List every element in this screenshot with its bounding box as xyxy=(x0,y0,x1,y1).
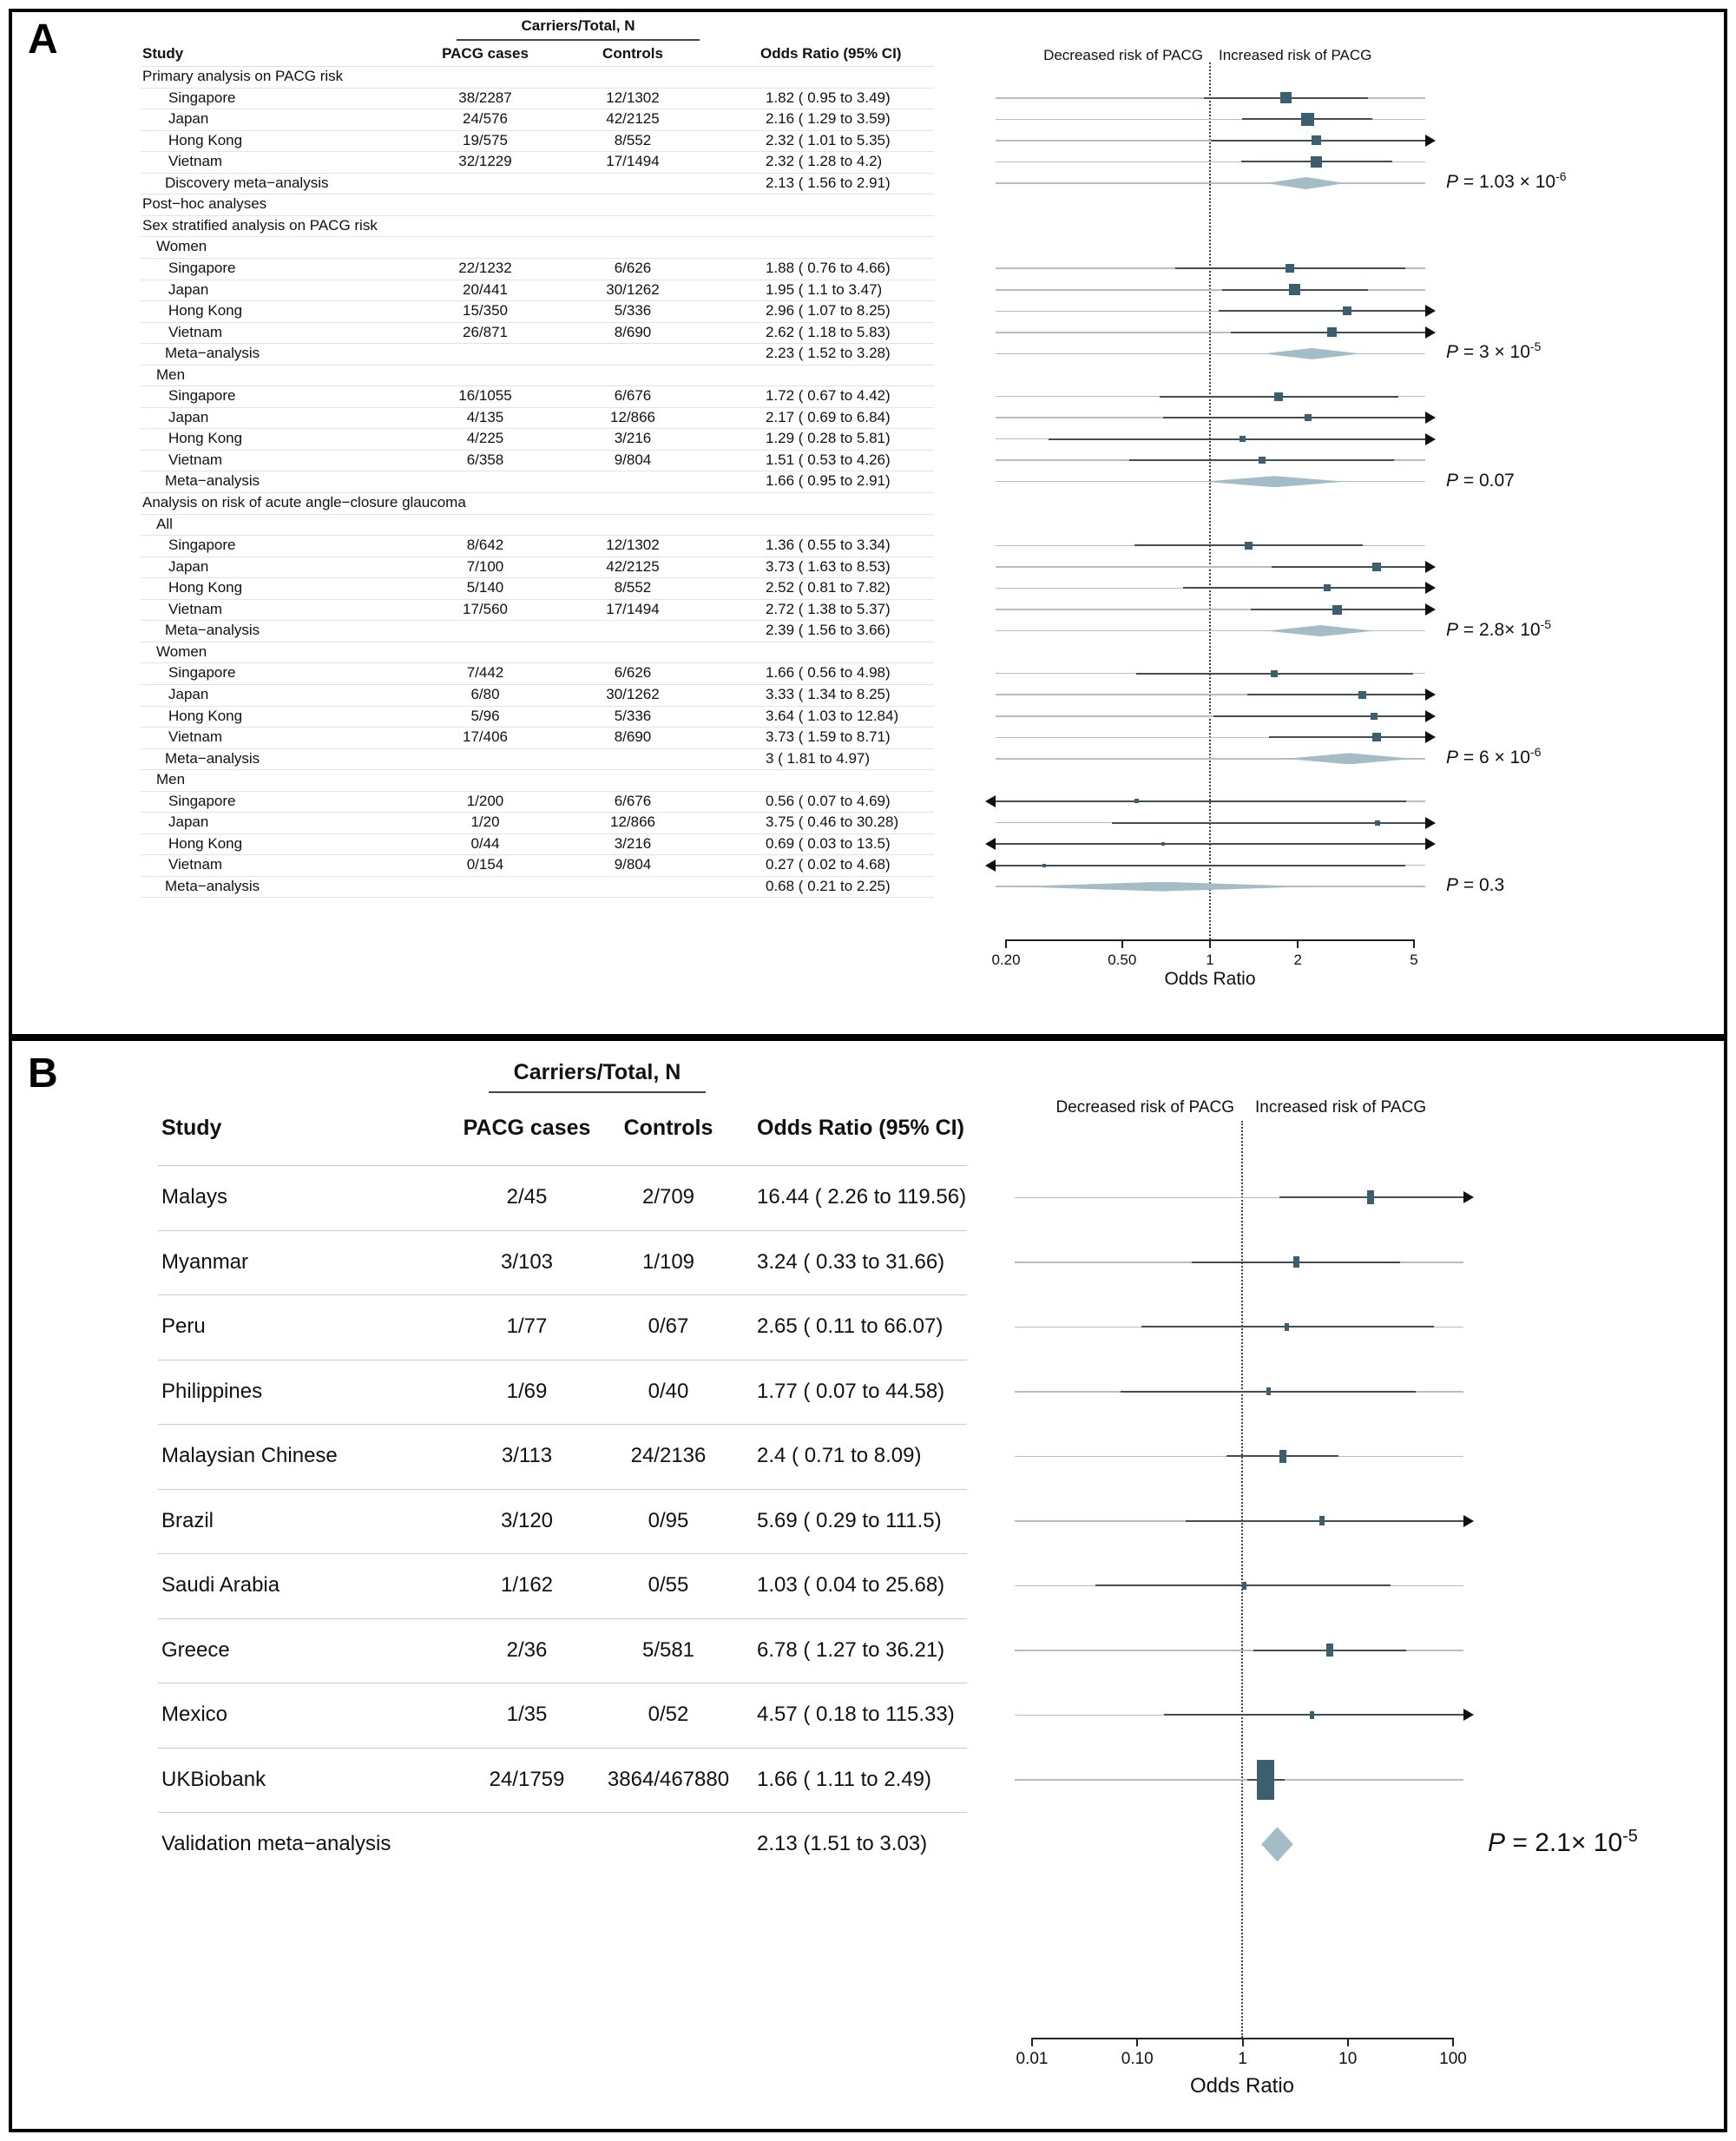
study-label: Japan xyxy=(168,280,209,298)
controls-cell: 0/52 xyxy=(648,1703,689,1726)
controls-cell: 12/866 xyxy=(610,814,655,831)
clip-arrow-left xyxy=(985,795,996,807)
controls-cell: 8/690 xyxy=(614,728,652,746)
odds-ratio-cell: 2.13 (1.51 to 3.03) xyxy=(757,1832,928,1855)
odds-ratio-cell: 0.68 ( 0.21 to 2.25) xyxy=(766,877,891,894)
point-estimate-marker xyxy=(1319,1516,1325,1525)
cases-cell: 15/350 xyxy=(463,302,508,320)
odds-ratio-cell: 3.73 ( 1.59 to 8.71) xyxy=(766,728,891,746)
odds-ratio-cell: 1.03 ( 0.04 to 25.68) xyxy=(757,1573,945,1597)
point-estimate-marker xyxy=(1285,1323,1289,1331)
ci-line xyxy=(1049,438,1425,440)
study-label: Japan xyxy=(168,557,209,575)
odds-ratio-cell: 1.72 ( 0.67 to 4.42) xyxy=(766,387,891,405)
carriers-total-header: Carriers/Total, N xyxy=(513,1060,681,1084)
controls-cell: 12/1302 xyxy=(606,89,660,106)
cases-cell: 3/120 xyxy=(500,1508,554,1532)
study-label: Hong Kong xyxy=(168,707,243,724)
odds-ratio-cell: 1.77 ( 0.07 to 44.58) xyxy=(757,1379,945,1403)
section-label: Primary analysis on PACG risk xyxy=(142,68,344,84)
x-axis-tick xyxy=(1297,939,1299,948)
odds-ratio-cell: 0.69 ( 0.03 to 13.5) xyxy=(766,834,891,852)
section-label: Women xyxy=(156,238,207,255)
study-label: Hong Kong xyxy=(168,430,243,447)
clip-arrow-right xyxy=(1425,817,1436,829)
cases-cell: 24/576 xyxy=(463,110,508,128)
study-label: Singapore xyxy=(168,259,236,276)
point-estimate-marker xyxy=(1240,436,1246,442)
controls-cell: 3/216 xyxy=(614,430,652,447)
meta-diamond xyxy=(1286,753,1413,764)
point-estimate-marker xyxy=(1367,1190,1374,1204)
study-label: Singapore xyxy=(168,387,236,405)
odds-ratio-cell: 4.57 ( 0.18 to 115.33) xyxy=(757,1703,955,1726)
study-label: Japan xyxy=(168,110,209,128)
panel-a-x-axis-title: Odds Ratio xyxy=(1164,969,1256,989)
study-label: Philippines xyxy=(161,1379,263,1403)
col-header-pacg-cases: PACG cases xyxy=(442,45,529,62)
controls-cell: 24/2136 xyxy=(630,1444,707,1467)
point-estimate-marker xyxy=(1326,1644,1333,1657)
controls-cell: 2/709 xyxy=(641,1185,695,1209)
study-label: Validation meta−analysis xyxy=(161,1832,391,1855)
odds-ratio-cell: 3.75 ( 0.46 to 30.28) xyxy=(766,814,899,831)
cases-cell: 17/560 xyxy=(463,600,508,617)
col-header-study: Study xyxy=(142,45,184,62)
cases-cell: 1/69 xyxy=(506,1379,548,1403)
point-estimate-marker xyxy=(1286,264,1294,273)
point-estimate-marker xyxy=(1371,713,1378,720)
odds-ratio-cell: 2.52 ( 0.81 to 7.82) xyxy=(766,579,891,596)
odds-ratio-cell: 2.39 ( 1.56 to 3.66) xyxy=(766,622,891,639)
odds-ratio-cell: 2.4 ( 0.71 to 8.09) xyxy=(757,1444,922,1467)
p-value-label: P = 0.3 xyxy=(1446,875,1505,896)
odds-ratio-cell: 3.24 ( 0.33 to 31.66) xyxy=(757,1249,945,1274)
x-axis-tick xyxy=(1347,2038,1349,2046)
study-label: Mexico xyxy=(161,1703,228,1726)
x-axis-tick xyxy=(1005,939,1007,948)
controls-cell: 0/67 xyxy=(648,1314,689,1338)
x-axis-tick-label: 0.10 xyxy=(1121,2050,1154,2068)
point-estimate-marker xyxy=(1372,563,1381,571)
meta-diamond xyxy=(1261,1827,1293,1861)
study-label: Brazil xyxy=(161,1508,214,1532)
ci-line xyxy=(1269,736,1425,738)
odds-ratio-cell: 0.56 ( 0.07 to 4.69) xyxy=(766,792,891,809)
point-estimate-marker xyxy=(1358,691,1366,699)
controls-cell: 3/216 xyxy=(614,834,652,852)
cases-cell: 7/100 xyxy=(466,557,504,575)
cases-cell: 5/96 xyxy=(470,707,500,724)
panel-b-forest-plot xyxy=(12,1041,1724,2129)
clip-arrow-right xyxy=(1425,688,1436,701)
x-axis-tick-label: 1 xyxy=(1206,952,1214,968)
p-value-label: $P = 1.03 \times 10^{-6}$ xyxy=(1446,169,1567,192)
decreased-risk-label: Decreased risk of PACG xyxy=(1055,1098,1234,1117)
study-label: Vietnam xyxy=(168,600,223,617)
study-label: Japan xyxy=(168,814,209,831)
point-estimate-marker xyxy=(1327,327,1337,337)
study-label: Meta−analysis xyxy=(165,345,260,362)
point-estimate-marker xyxy=(1280,92,1292,103)
odds-ratio-cell: 2.72 ( 1.38 to 5.37) xyxy=(766,600,891,617)
study-label: Meta−analysis xyxy=(165,472,260,490)
odds-ratio-cell: 2.32 ( 1.01 to 5.35) xyxy=(766,131,891,148)
meta-diamond xyxy=(1266,625,1375,636)
col-header-controls: Controls xyxy=(623,1116,713,1140)
study-label: UKBiobank xyxy=(161,1767,266,1791)
point-estimate-marker xyxy=(1311,156,1322,168)
col-header-odds-ratio: Odds Ratio (95% CI) xyxy=(760,45,902,62)
cases-cell: 17/406 xyxy=(463,728,508,746)
point-estimate-marker xyxy=(1301,113,1314,126)
point-estimate-marker xyxy=(1343,306,1351,315)
odds-ratio-cell: 1.95 ( 1.1 to 3.47) xyxy=(766,280,883,298)
point-estimate-marker xyxy=(1161,842,1165,846)
cases-cell: 1/162 xyxy=(500,1573,554,1597)
cases-cell: 20/441 xyxy=(463,280,508,298)
panel-a-label: A xyxy=(28,16,58,63)
section-label: Analysis on risk of acute angle−closure glaucoma xyxy=(142,494,466,511)
clip-arrow-right xyxy=(1425,135,1436,147)
point-estimate-marker xyxy=(1372,733,1381,741)
cases-cell: 26/871 xyxy=(463,323,508,340)
study-label: Meta−analysis xyxy=(165,877,260,894)
clip-arrow-right xyxy=(1425,710,1436,722)
col-header-controls: Controls xyxy=(602,45,663,62)
cases-cell: 3/113 xyxy=(501,1444,553,1467)
point-estimate-marker xyxy=(1271,670,1278,677)
point-estimate-marker xyxy=(1042,864,1046,867)
controls-cell: 6/676 xyxy=(614,387,652,405)
odds-ratio-cell: 2.65 ( 0.11 to 66.07) xyxy=(757,1314,944,1338)
x-axis-tick-label: 5 xyxy=(1410,952,1418,968)
ci-line xyxy=(996,800,1406,802)
panel-a-forest-plot xyxy=(12,12,1724,1034)
odds-ratio-cell: 1.29 ( 0.28 to 5.81) xyxy=(766,430,891,447)
controls-cell: 6/676 xyxy=(614,792,652,809)
cases-cell: 6/358 xyxy=(466,451,504,468)
controls-cell: 17/1494 xyxy=(606,600,660,617)
ci-line xyxy=(1219,310,1425,312)
section-label: Men xyxy=(156,771,186,788)
ci-line xyxy=(1163,417,1425,418)
point-estimate-marker xyxy=(1375,820,1380,826)
x-axis-tick-label: 100 xyxy=(1439,2050,1467,2068)
cases-cell: 4/135 xyxy=(466,408,504,425)
controls-cell: 8/690 xyxy=(614,323,652,340)
study-label: Meta−analysis xyxy=(165,749,260,767)
clip-arrow-left xyxy=(985,838,996,850)
cases-cell: 7/442 xyxy=(466,664,504,682)
p-value-label: P = 0.07 xyxy=(1446,470,1515,491)
controls-cell: 30/1262 xyxy=(606,685,660,702)
odds-ratio-cell: 0.27 ( 0.02 to 4.68) xyxy=(766,856,891,873)
cases-cell: 1/20 xyxy=(470,814,500,831)
point-estimate-marker xyxy=(1332,605,1342,615)
controls-cell: 6/626 xyxy=(614,259,652,276)
odds-ratio-cell: 1.66 ( 0.56 to 4.98) xyxy=(766,664,891,682)
section-label: Men xyxy=(156,366,186,383)
cases-cell: 2/36 xyxy=(506,1637,548,1662)
clip-arrow-right xyxy=(1463,1515,1474,1527)
cases-cell: 3/103 xyxy=(500,1249,554,1274)
controls-cell: 0/40 xyxy=(648,1379,689,1403)
x-axis-tick xyxy=(1242,2038,1244,2046)
odds-ratio-cell: 1.82 ( 0.95 to 3.49) xyxy=(766,89,891,106)
clip-arrow-right xyxy=(1425,561,1436,573)
odds-ratio-cell: 6.78 ( 1.27 to 36.21) xyxy=(757,1637,945,1662)
panel-b-label: B xyxy=(28,1051,58,1097)
study-label: Meta−analysis xyxy=(165,622,260,639)
x-axis-tick-label: 1 xyxy=(1238,2050,1247,2068)
cases-cell: 1/35 xyxy=(506,1703,548,1726)
cases-cell: 0/154 xyxy=(466,856,504,873)
point-estimate-marker xyxy=(1266,1387,1271,1395)
point-estimate-marker xyxy=(1259,457,1266,464)
study-label: Vietnam xyxy=(168,323,223,340)
x-axis-tick-label: 0.50 xyxy=(1108,952,1137,968)
odds-ratio-cell: 2.62 ( 1.18 to 5.83) xyxy=(766,323,891,340)
ci-line xyxy=(996,865,1405,866)
controls-cell: 9/804 xyxy=(614,451,652,468)
row-baseline xyxy=(996,182,1425,184)
row-baseline xyxy=(996,353,1425,355)
cases-cell: 1/77 xyxy=(506,1314,548,1338)
section-label: All xyxy=(156,515,173,532)
study-label: Singapore xyxy=(168,792,236,809)
odds-ratio-cell: 1.66 ( 0.95 to 2.91) xyxy=(766,472,891,490)
clip-arrow-left xyxy=(985,860,996,872)
odds-ratio-cell: 2.16 ( 1.29 to 3.59) xyxy=(766,110,891,128)
ci-line xyxy=(1213,715,1425,717)
controls-cell: 0/95 xyxy=(648,1508,689,1532)
controls-cell: 1/109 xyxy=(641,1249,695,1274)
point-estimate-marker xyxy=(1312,135,1321,145)
controls-cell: 42/2125 xyxy=(606,557,660,575)
increased-risk-label: Increased risk of PACG xyxy=(1255,1098,1427,1117)
controls-cell: 0/55 xyxy=(648,1573,689,1597)
x-axis-tick xyxy=(1209,939,1211,948)
controls-cell: 12/1302 xyxy=(606,537,660,554)
study-label: Malays xyxy=(161,1185,228,1209)
cases-cell: 19/575 xyxy=(463,131,508,148)
study-label: Vietnam xyxy=(168,856,223,873)
clip-arrow-right xyxy=(1425,731,1436,743)
odds-ratio-cell: 16.44 ( 2.26 to 119.56) xyxy=(757,1185,967,1209)
odds-ratio-cell: 1.88 ( 0.76 to 4.66) xyxy=(766,259,891,276)
col-header-pacg-cases: PACG cases xyxy=(463,1116,591,1140)
study-label: Saudi Arabia xyxy=(161,1573,280,1597)
ci-line xyxy=(1183,587,1425,589)
study-label: Vietnam xyxy=(168,451,223,468)
clip-arrow-right xyxy=(1425,305,1436,317)
x-axis-tick-label: 0.01 xyxy=(1016,2050,1049,2068)
controls-cell: 30/1262 xyxy=(606,280,660,298)
panel-a xyxy=(9,9,1727,1038)
controls-cell: 17/1494 xyxy=(606,153,660,170)
x-axis-tick xyxy=(1413,939,1415,948)
study-label: Japan xyxy=(168,408,209,425)
x-axis-tick xyxy=(1031,2038,1033,2046)
odds-ratio-cell: 3.33 ( 1.34 to 8.25) xyxy=(766,685,891,702)
odds-ratio-cell: 1.66 ( 1.11 to 2.49) xyxy=(757,1767,932,1791)
odds-ratio-cell: 2.32 ( 1.28 to 4.2) xyxy=(766,153,883,170)
study-label: Hong Kong xyxy=(168,302,243,320)
clip-arrow-right xyxy=(1425,838,1436,850)
panel-b xyxy=(9,1038,1727,2132)
cases-cell: 32/1229 xyxy=(458,153,512,170)
controls-cell: 8/552 xyxy=(614,131,652,148)
meta-diamond xyxy=(1012,882,1312,892)
clip-arrow-right xyxy=(1425,326,1436,339)
p-value-label: $P = 2.8\times 10^{-5}$ xyxy=(1446,616,1552,640)
clip-arrow-right xyxy=(1425,433,1436,445)
carriers-total-header: Carriers/Total, N xyxy=(521,17,635,34)
col-header-study: Study xyxy=(161,1116,222,1140)
x-axis-tick xyxy=(1136,2038,1138,2046)
point-estimate-marker xyxy=(1324,584,1331,591)
decreased-risk-label: Decreased risk of PACG xyxy=(1043,47,1203,63)
controls-cell: 5/581 xyxy=(641,1637,695,1662)
controls-cell: 12/866 xyxy=(610,408,655,425)
odds-ratio-cell: 2.17 ( 0.69 to 6.84) xyxy=(766,408,891,425)
clip-arrow-right xyxy=(1463,1709,1474,1721)
cases-cell: 38/2287 xyxy=(458,89,512,106)
clip-arrow-right xyxy=(1425,582,1436,594)
point-estimate-marker xyxy=(1289,284,1300,295)
col-header-odds-ratio: Odds Ratio (95% CI) xyxy=(757,1116,964,1140)
x-axis-tick-label: 10 xyxy=(1338,2050,1358,2068)
point-estimate-marker xyxy=(1279,1450,1286,1463)
section-label: Women xyxy=(156,642,207,660)
x-axis-tick-label: 0.20 xyxy=(991,952,1021,968)
odds-ratio-cell: 5.69 ( 0.29 to 111.5) xyxy=(757,1508,942,1532)
controls-cell: 8/552 xyxy=(614,579,652,596)
section-label: Post−hoc analyses xyxy=(142,195,267,213)
controls-cell: 9/804 xyxy=(614,856,652,873)
odds-ratio-cell: 1.51 ( 0.53 to 4.26) xyxy=(766,451,891,468)
cases-cell: 5/140 xyxy=(466,579,504,596)
controls-cell: 5/336 xyxy=(614,302,652,320)
controls-cell: 42/2125 xyxy=(606,110,660,128)
odds-ratio-cell: 3 ( 1.81 to 4.97) xyxy=(766,749,871,767)
study-label: Singapore xyxy=(168,664,236,682)
p-value-label: $P = 6 \times 10^{-6}$ xyxy=(1446,744,1542,767)
study-label: Myanmar xyxy=(161,1249,249,1274)
study-label: Vietnam xyxy=(168,728,223,746)
point-estimate-marker xyxy=(1293,1256,1299,1268)
cases-cell: 4/225 xyxy=(466,430,504,447)
row-baseline xyxy=(1015,1779,1463,1781)
clip-arrow-right xyxy=(1425,603,1436,616)
study-label: Malaysian Chinese xyxy=(161,1444,338,1467)
p-value-label: $P = 2.1\times 10^{-5}$ xyxy=(1488,1826,1638,1857)
point-estimate-marker xyxy=(1134,799,1139,803)
odds-ratio-cell: 1.36 ( 0.55 to 3.34) xyxy=(766,537,891,554)
study-label: Vietnam xyxy=(168,153,223,170)
x-axis-tick xyxy=(1452,2038,1454,2046)
x-axis-tick xyxy=(1121,939,1123,948)
ci-line xyxy=(1186,1520,1463,1522)
cases-cell: 16/1055 xyxy=(458,387,512,405)
point-estimate-marker xyxy=(1245,542,1253,550)
odds-ratio-cell: 2.96 ( 1.07 to 8.25) xyxy=(766,302,891,320)
cases-cell: 8/642 xyxy=(466,537,504,554)
cases-cell: 1/200 xyxy=(466,792,504,809)
p-value-label: $P = 3 \times 10^{-5}$ xyxy=(1446,339,1542,363)
controls-cell: 3864/467880 xyxy=(607,1767,730,1791)
ci-line xyxy=(996,843,1425,845)
study-label: Singapore xyxy=(168,537,236,554)
cases-cell: 24/1759 xyxy=(489,1767,565,1791)
cases-cell: 2/45 xyxy=(506,1185,548,1209)
ci-line xyxy=(1247,694,1425,695)
controls-cell: 5/336 xyxy=(614,707,652,724)
ci-line xyxy=(1272,566,1425,568)
study-label: Hong Kong xyxy=(168,579,243,596)
clip-arrow-right xyxy=(1425,412,1436,424)
study-label: Hong Kong xyxy=(168,834,243,852)
study-label: Discovery meta−analysis xyxy=(165,174,329,191)
point-estimate-marker xyxy=(1274,392,1283,401)
meta-diamond xyxy=(1263,348,1360,359)
study-label: Peru xyxy=(161,1314,206,1338)
increased-risk-label: Increased risk of PACG xyxy=(1219,47,1372,63)
odds-ratio-cell: 2.23 ( 1.52 to 3.28) xyxy=(766,345,891,362)
controls-cell: 6/626 xyxy=(614,664,652,682)
clip-arrow-right xyxy=(1463,1191,1474,1203)
cases-cell: 22/1232 xyxy=(458,259,512,276)
meta-diamond xyxy=(1204,476,1345,487)
study-label: Singapore xyxy=(168,89,236,106)
odds-ratio-cell: 3.73 ( 1.63 to 8.53) xyxy=(766,557,891,575)
study-label: Greece xyxy=(161,1637,230,1662)
cases-cell: 6/80 xyxy=(470,685,500,702)
point-estimate-marker xyxy=(1310,1711,1314,1719)
cases-cell: 0/44 xyxy=(470,834,500,852)
odds-ratio-cell: 2.13 ( 1.56 to 2.91) xyxy=(766,174,891,191)
panel-b-x-axis-title: Odds Ratio xyxy=(1189,2074,1295,2098)
point-estimate-marker xyxy=(1257,1760,1274,1800)
section-label: Sex stratified analysis on PACG risk xyxy=(142,216,378,234)
meta-diamond xyxy=(1266,177,1345,189)
point-estimate-marker xyxy=(1242,1582,1246,1590)
x-axis-tick-label: 2 xyxy=(1293,952,1302,968)
study-label: Japan xyxy=(168,685,209,702)
study-label: Hong Kong xyxy=(168,131,243,148)
point-estimate-marker xyxy=(1305,414,1312,421)
odds-ratio-cell: 3.64 ( 1.03 to 12.84) xyxy=(766,707,899,724)
